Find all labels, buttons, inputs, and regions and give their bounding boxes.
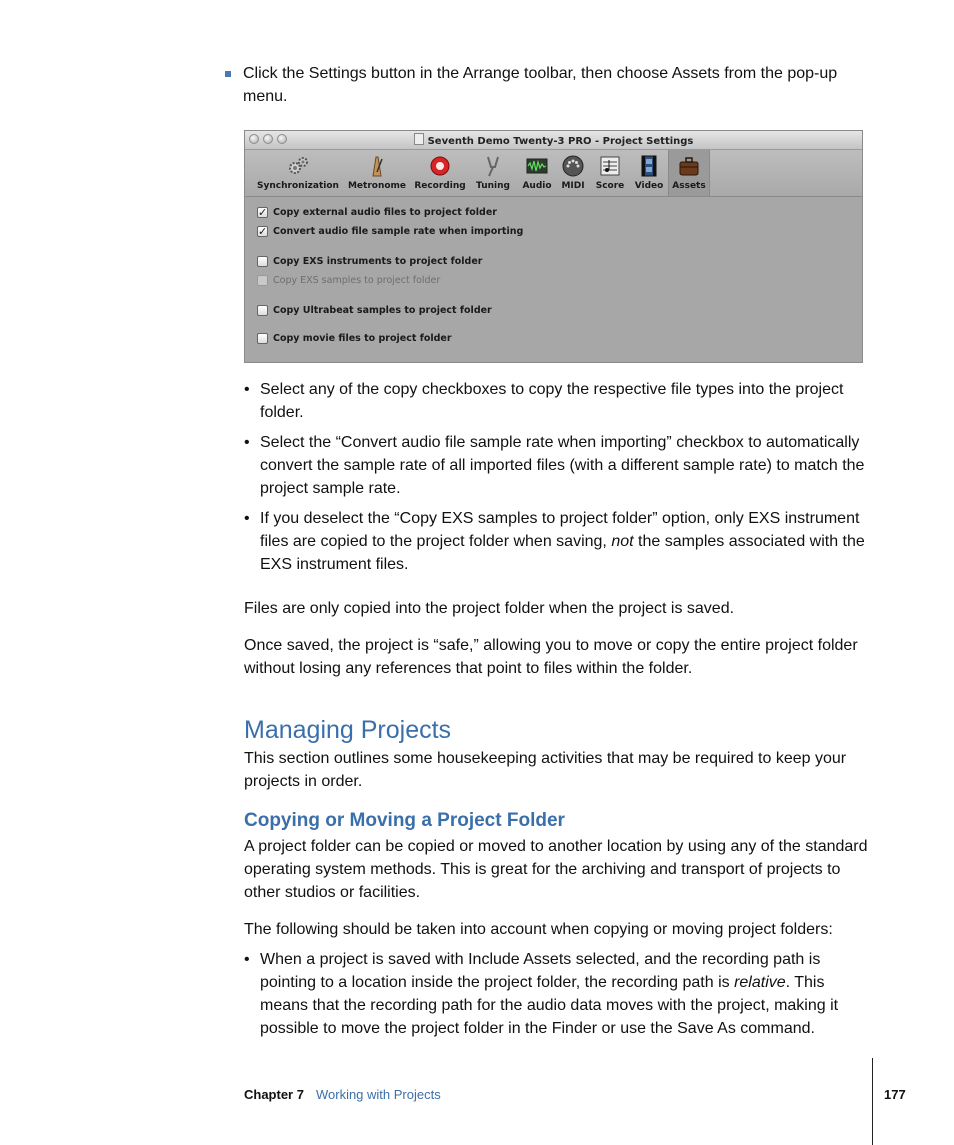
video-icon: [637, 154, 661, 178]
toolbar-recording[interactable]: [411, 150, 469, 196]
toolbar-metronome[interactable]: [345, 150, 409, 196]
bullet-text: Select the “Convert audio file sample rate when importing” checkbox to automatically convert the sample rate of all imported files (with a different sample rate) to match the project sample rate.: [260, 434, 865, 497]
bullet-dot: •: [244, 951, 250, 968]
settings-toolbar: [245, 150, 862, 197]
checkbox-unchecked[interactable]: [257, 256, 268, 267]
paragraph: Files are only copied into the project folder when the project is saved.: [244, 600, 735, 617]
option-copy-external-audio[interactable]: [257, 207, 497, 218]
toolbar-label: Audio: [522, 181, 552, 191]
option-label: Copy EXS samples to project folder: [273, 275, 441, 286]
metronome-icon: [365, 154, 389, 178]
bullet-text: [260, 948, 876, 1040]
assets-options: [245, 197, 862, 362]
option-copy-exs-instruments[interactable]: [257, 256, 482, 267]
checkbox-checked[interactable]: ✓: [258, 225, 268, 238]
toolbar-synchronization[interactable]: [253, 150, 343, 196]
toolbar-midi[interactable]: [557, 150, 589, 196]
emphasis: not: [611, 533, 634, 550]
bullet-text-part: If you deselect the “Copy EXS samples to project folder” option, only EXS instrument files are copied to the project folder when saving,: [260, 510, 860, 550]
window-title-text: Seventh Demo Twenty-3 PRO - Project Settings: [427, 136, 694, 147]
intro-step-text: Click the Settings button in the Arrange toolbar, then choose Assets from the pop-up menu.: [243, 65, 838, 105]
paragraph: A project folder can be copied or moved to another location by using any of the standard operating system methods. This is great for the archiving and transport of projects to other studios or facilities.: [244, 838, 868, 901]
emphasis: relative: [734, 974, 786, 991]
bullet-dot: •: [244, 510, 250, 527]
checkbox-unchecked[interactable]: [257, 333, 268, 344]
option-label: Copy movie files to project folder: [273, 333, 452, 344]
toolbar-label: Recording: [414, 181, 466, 191]
midi-icon: [561, 154, 585, 178]
toolbar-score[interactable]: [591, 150, 629, 196]
toolbar-audio[interactable]: [517, 150, 557, 196]
toolbar-label: Assets: [672, 181, 706, 191]
bullet-text-part: the samples associated with the EXS instrument files.: [260, 533, 865, 573]
checkbox-disabled: [257, 275, 268, 286]
window-title: [245, 133, 862, 147]
title-bar: [245, 131, 862, 150]
bullet-text: Select any of the copy checkboxes to copy the respective file types into the project folder.: [260, 381, 844, 421]
checkbox-unchecked[interactable]: [257, 305, 268, 316]
gears-icon: [286, 154, 310, 178]
project-settings-window: [244, 130, 863, 363]
paragraph: The following should be taken into account when copying or moving project folders:: [244, 921, 833, 938]
toolbar-label: Score: [595, 181, 625, 191]
toolbar-label: MIDI: [561, 181, 585, 191]
footer-divider: [872, 1058, 873, 1145]
record-icon: [428, 154, 452, 178]
bullet-text-part: . This means that the recording path for the audio data moves with the project, making it possible to move the project folder in the Finder or use the Save As command.: [260, 974, 839, 1037]
toolbar-label: Synchronization: [257, 181, 339, 191]
page-number: 177: [884, 1087, 906, 1102]
tuning-fork-icon: [481, 154, 505, 178]
option-label: Copy external audio files to project folder: [273, 207, 497, 218]
bullet-dot: •: [244, 381, 250, 398]
toolbar-label: Metronome: [347, 181, 407, 191]
option-copy-ultrabeat-samples[interactable]: [257, 305, 492, 316]
section-intro: This section outlines some housekeeping activities that may be required to keep your projects in order.: [244, 750, 847, 790]
bullet-text: [260, 507, 876, 576]
step-marker: [225, 71, 231, 77]
bullet-dot: •: [244, 434, 250, 451]
footer-chapter: Chapter 7: [244, 1087, 304, 1102]
option-convert-sample-rate[interactable]: [257, 226, 523, 237]
score-icon: [598, 154, 622, 178]
toolbar-label: Video: [634, 181, 664, 191]
option-label: Convert audio file sample rate when importing: [273, 226, 524, 237]
page-footer: [244, 1087, 441, 1102]
footer-chapter-title: Working with Projects: [315, 1087, 441, 1102]
document-icon: [414, 133, 424, 145]
toolbar-label: Tuning: [476, 181, 510, 191]
option-copy-movie-files[interactable]: [257, 333, 452, 344]
section-heading: Managing Projects: [244, 716, 452, 744]
toolbar-assets[interactable]: [668, 150, 710, 196]
briefcase-icon: [677, 154, 701, 178]
option-label: Copy Ultrabeat samples to project folder: [273, 305, 492, 316]
paragraph: Once saved, the project is “safe,” allowing you to move or copy the entire project folder without losing any references that point to files within the folder.: [244, 637, 858, 677]
option-copy-exs-samples: [257, 275, 440, 286]
toolbar-tuning[interactable]: [471, 150, 515, 196]
bullet-text-part: When a project is saved with Include Assets selected, and the recording path is pointing to a location inside the project folder, the recording path is: [260, 951, 821, 991]
subsection-heading: Copying or Moving a Project Folder: [244, 810, 565, 831]
toolbar-video[interactable]: [631, 150, 667, 196]
option-label: Copy EXS instruments to project folder: [273, 256, 483, 267]
checkbox-checked[interactable]: ✓: [258, 206, 268, 219]
audio-icon: [525, 154, 549, 178]
